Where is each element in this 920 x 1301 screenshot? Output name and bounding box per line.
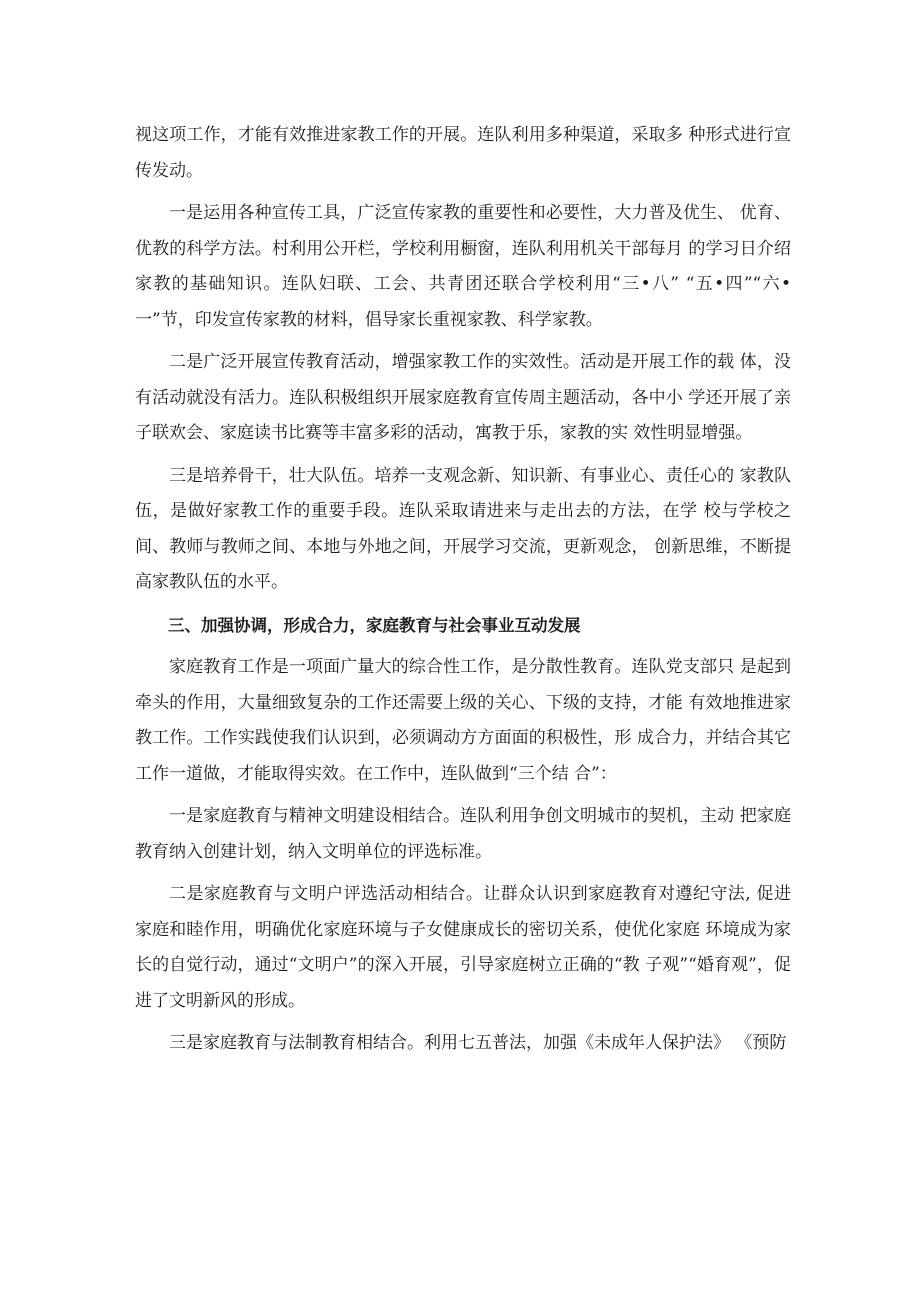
paragraph-train-backbone: 三是培养骨干，壮大队伍。培养一支观念新、知识新、有事业心、责任心的 家教队伍，是做好家教工作的重要手段。连队采取请进来与走出去的方法，在学 校与学校之间、教师与教师之间、本地与外地之间，开展学习交流，更新观念， 创新思维，不断提高家教队伍的水平。 — [135, 465, 791, 592]
document-body — [135, 118, 791, 1069]
paragraph-spiritual-civilization: 一是家庭教育与精神文明建设相结合。连队利用争创文明城市的契机，主动 把家庭教育纳入创建计划，纳入文明单位的评选标准。 — [135, 806, 791, 862]
paragraph-legal-education: 三是家庭教育与法制教育相结合。利用七五普法，加强《未成年人保护法》 《预防 — [169, 1033, 787, 1053]
paragraph-publicity-tools: 一是运用各种宣传工具，广泛宣传家教的重要性和必要性，大力普及优生、 优育、优教的科学方法。村利用公开栏，学校利用橱窗，连队利用机关干部每月 的学习日介绍家教的基础知识。连队妇联、工会、共青团还联合学校利用“三•八” “五•四”“六•一”节，印发宣传家教的材料，倡导家长重视家教、科学家教。 — [135, 203, 791, 330]
paragraph-continued-intro: 视这项工作，才能有效推进家教工作的开展。连队利用多种渠道，采取多 种形式进行宣传发动。 — [135, 125, 791, 181]
paragraph-comprehensive-work: 家庭教育工作是一项面广量大的综合性工作，是分散性教育。连队党支部只 是起到牵头的作用，大量细致复杂的工作还需要上级的关心、下级的支持，才能 有效地推进家教工作。工作实践使我们认识到，必须调动方方面面的积极性，形 成合力，并结合其它工作一道做，才能取得实效。在工作中，连队做到“三个结 合”： — [135, 657, 791, 784]
paragraph-education-activities: 二是广泛开展宣传教育活动，增强家教工作的实效性。活动是开展工作的载 体，没有活动就没有活力。连队积极组织开展家庭教育宣传周主题活动，各中小 学还开展了亲子联欢会、家庭读书比赛等丰富多彩的活动，寓教于乐，家教的实 效性明显增强。 — [135, 352, 791, 443]
paragraph-civilized-household: 二是家庭教育与文明户评选活动相结合。让群众认识到家庭教育对遵纪守法, 促进家庭和睦作用，明确优化家庭环境与子女健康成长的密切关系，使优化家庭 环境成为家长的自觉行动，通过“文明户”的深入开展，引导家庭树立正确的“教 子观”“婚育观”，促进了文明新风的形成。 — [135, 884, 791, 1011]
section-heading-coordination: 三、加强协调，形成合力，家庭教育与社会事业互动发展 — [168, 615, 581, 635]
